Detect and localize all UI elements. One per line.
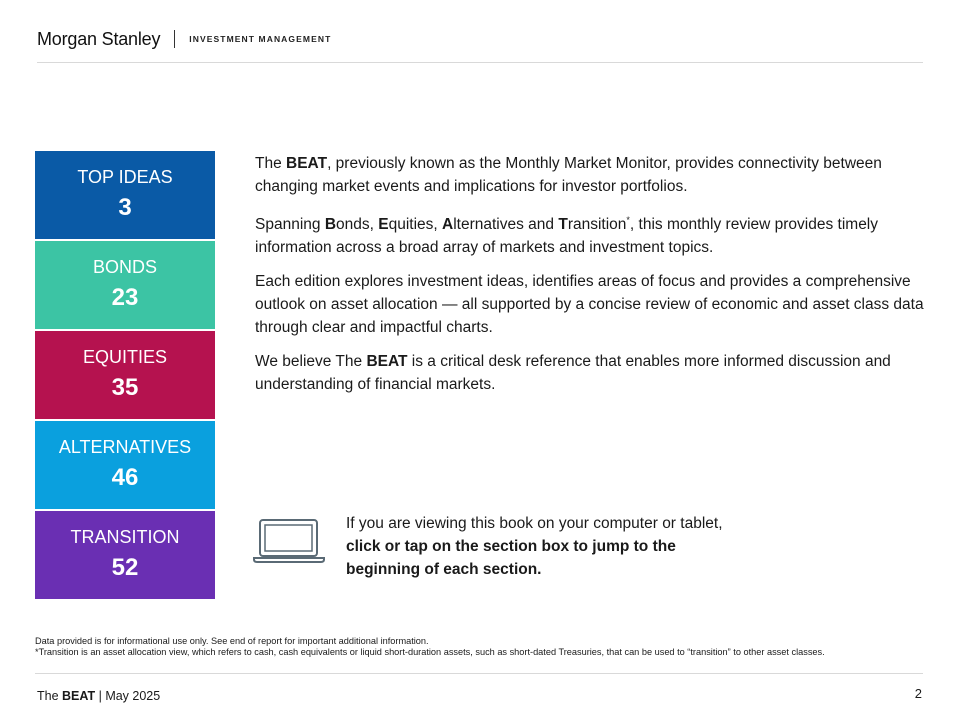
section-box-bonds[interactable] xyxy=(35,241,215,329)
section-page-number: 52 xyxy=(111,554,139,581)
intro-paragraph-1: The BEAT, previously known as the Monthly Market Monitor, provides connectivity between changing market events and implications for investor portfolios. xyxy=(255,155,882,195)
section-label: TOP IDEAS xyxy=(77,167,173,187)
page-number: 2 xyxy=(914,686,922,701)
section-label: EQUITIES xyxy=(82,347,167,367)
section-label: BONDS xyxy=(92,257,157,277)
section-page-number: 23 xyxy=(111,284,139,311)
header-divider xyxy=(174,30,175,48)
footnote-marker: * xyxy=(626,215,630,225)
section-nav xyxy=(35,151,215,601)
disclaimer-note: Data provided is for informational use only. See end of report for important additional information. xyxy=(35,636,429,646)
division-label: INVESTMENT MANAGEMENT xyxy=(189,34,332,44)
intro-paragraph-3: Each edition explores investment ideas, identifies areas of focus and provides a comprehensive outlook on asset allocation — all supported by a concise review of economic and asset class data through clear and impactful charts. xyxy=(255,273,924,336)
section-box-equities[interactable] xyxy=(35,331,215,419)
footer-title: The BEAT | May 2025 xyxy=(37,689,161,703)
section-box-alternatives[interactable] xyxy=(35,421,215,509)
footer-rule xyxy=(35,673,923,674)
header-rule xyxy=(37,62,923,63)
footnotes xyxy=(35,636,915,657)
header xyxy=(37,26,331,52)
intro-text xyxy=(255,152,925,407)
navigation-tip: If you are viewing this book on your computer or tablet, click or tap on the section box to jump to the beginning of each section. xyxy=(346,515,723,578)
section-box-transition[interactable] xyxy=(35,511,215,599)
intro-paragraph-4: We believe The BEAT is a critical desk reference that enables more informed discussion and understanding of financial markets. xyxy=(255,353,891,393)
brand-logo: Morgan Stanley xyxy=(37,28,161,49)
section-box-top-ideas[interactable] xyxy=(35,151,215,239)
section-page-number: 35 xyxy=(111,374,139,401)
laptop-icon xyxy=(253,518,325,564)
section-label: ALTERNATIVES xyxy=(58,437,192,457)
section-page-number: 3 xyxy=(118,194,132,221)
section-label: TRANSITION xyxy=(70,527,180,547)
section-page-number: 46 xyxy=(111,464,139,491)
transition-footnote: *Transition is an asset allocation view, which refers to cash, cash equivalents or liquid short-duration assets, such as short-dated Treasuries, that can be used to “transition” to other asset classes. xyxy=(35,646,825,657)
intro-paragraph-2: Spanning Bonds, Equities, Alternatives and Transition*, this monthly review provides timely information across a broad array of markets and investment topics. xyxy=(255,215,879,256)
